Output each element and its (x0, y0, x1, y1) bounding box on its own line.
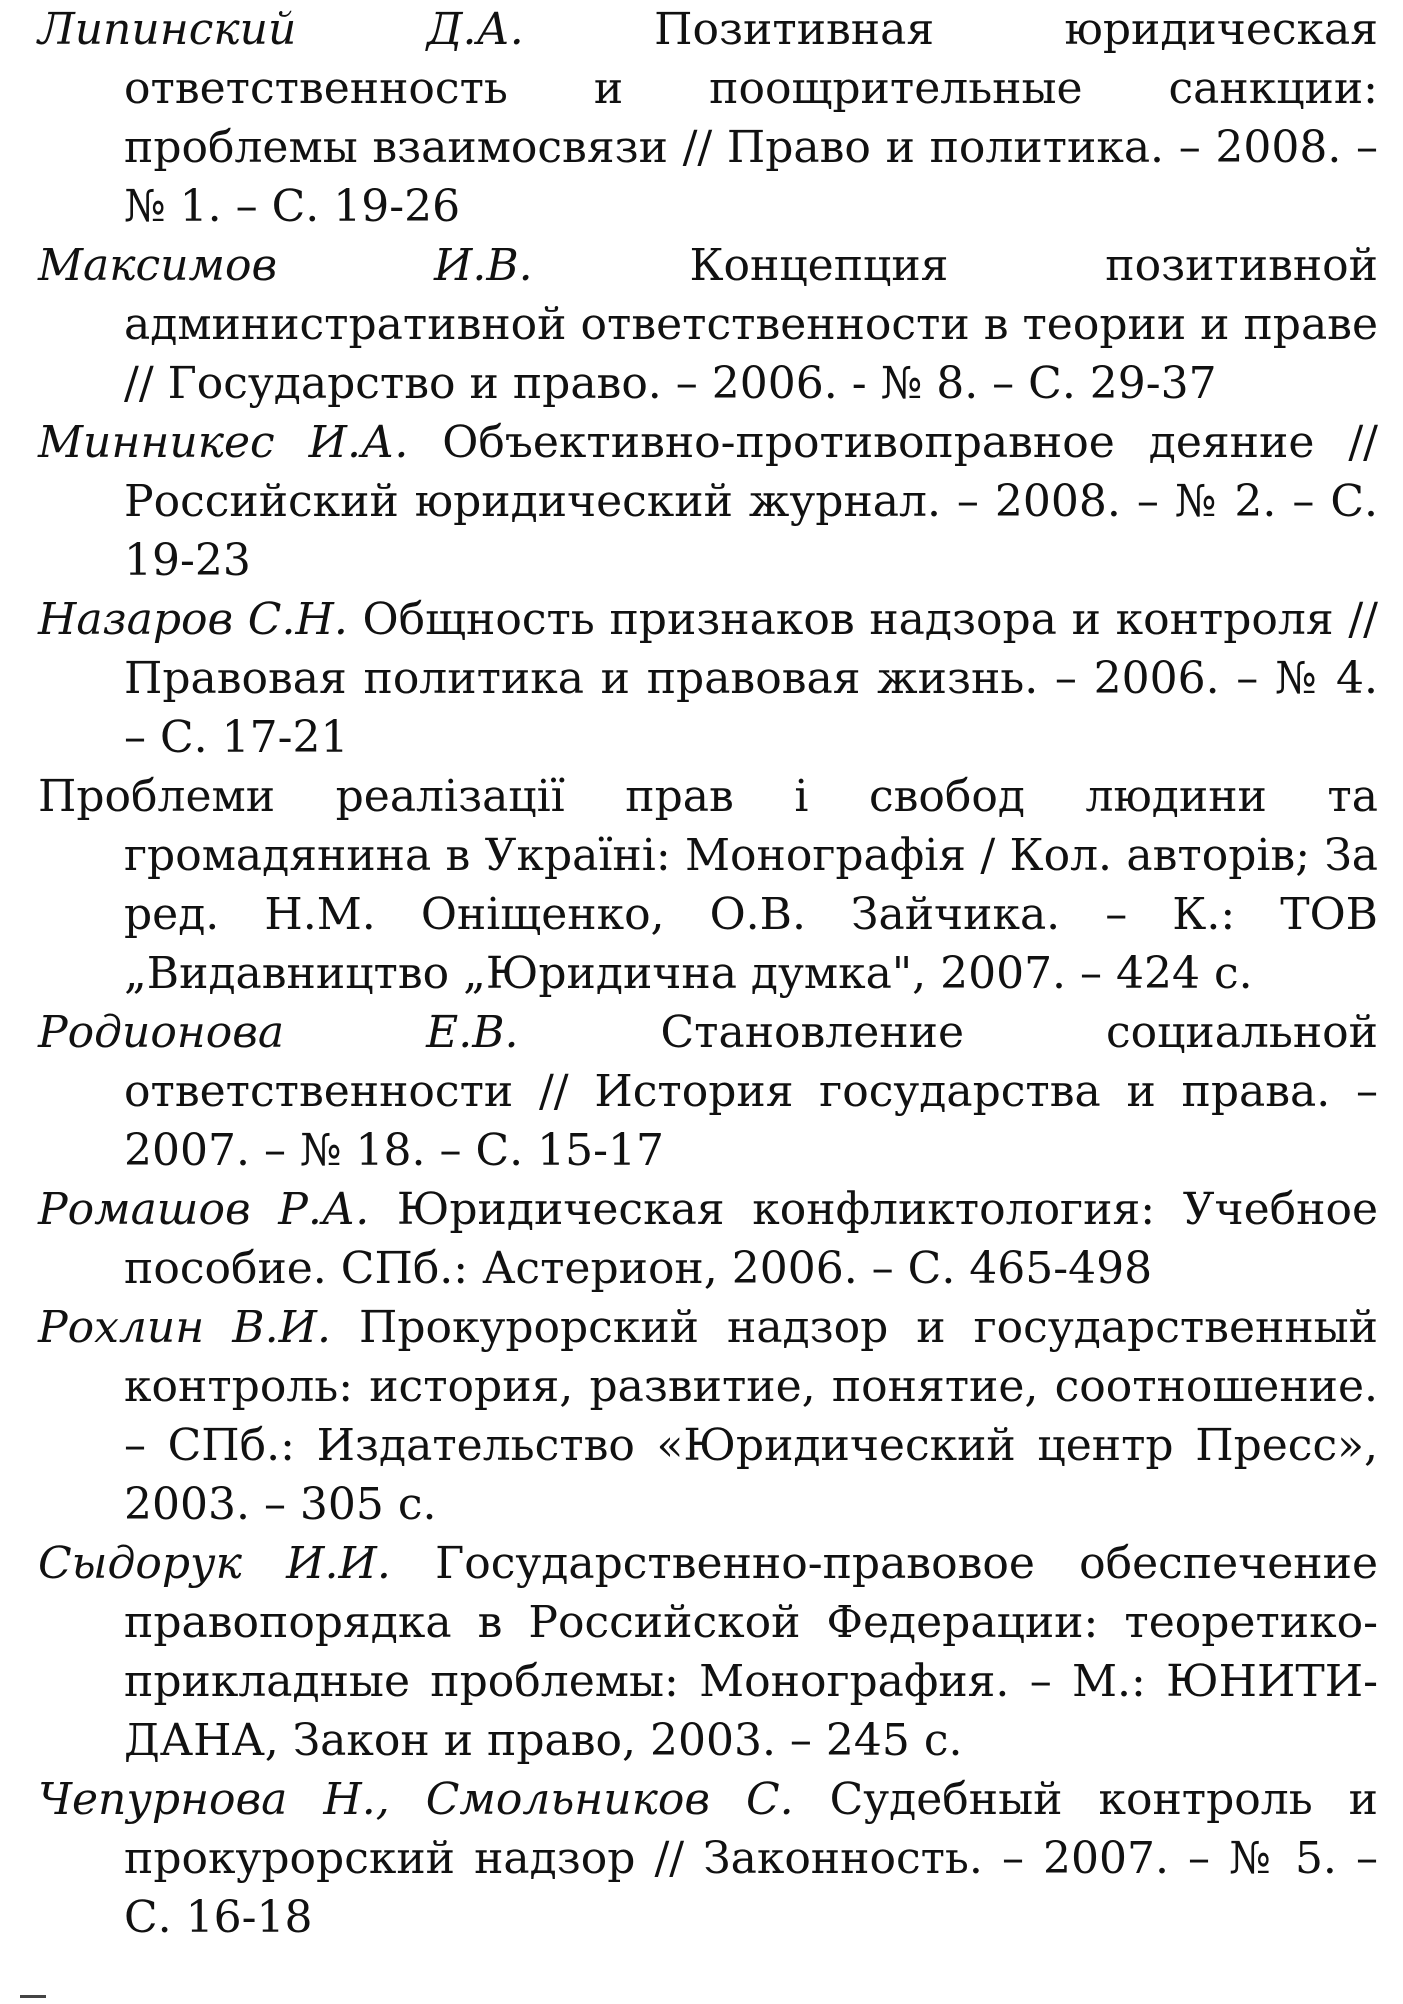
bibliography-entry (38, 1534, 1378, 1770)
bibliography-entry (38, 1770, 1378, 1947)
entry-text: Общность признаков надзора и контроля // Правовая политика и правовая жизнь. – 2006. – № 4. – С. 17-21 (124, 594, 1378, 763)
entry-author: Чепурнова Н., Смольников С. (38, 1774, 794, 1825)
entry-text: Прокурорский надзор и государственный контроль: история, развитие, понятие, соотношение. – СПб.: Издательство «Юридический центр Пресс», 2003. – 305 с. (124, 1302, 1378, 1530)
bibliography-entry (38, 1180, 1378, 1298)
bibliography-list (38, 0, 1378, 1947)
bibliography-entry (38, 767, 1378, 1003)
entry-author: Назаров С.Н. (38, 594, 348, 645)
entry-author: Родионова Е.В. (38, 1007, 519, 1058)
entry-author: Рохлин В.И. (38, 1302, 331, 1353)
entry-text: Становление социальной ответственности // История государства и права. – 2007. – № 18. – С. 15-17 (124, 1007, 1378, 1176)
entry-text: Судебный контроль и прокурорский надзор // Законность. – 2007. – № 5. – С. 16-18 (124, 1774, 1378, 1943)
page-edge-mark (20, 1995, 46, 2004)
entry-author: Сыдорук И.И. (38, 1538, 391, 1589)
bibliography-entry (38, 236, 1378, 413)
entry-text: Проблеми реалізації прав і свобод людини та громадянина в Україні: Монографія / Кол. авторів; За ред. Н.М. Оніщенко, О.В. Зайчика. – К.: ТОВ „Видавництво „Юридична думка", 2007. – 424 с. (38, 771, 1378, 999)
bibliography-page (38, 0, 1378, 1947)
entry-author: Максимов И.В. (38, 240, 533, 291)
entry-text: Концепция позитивной административной ответственности в теории и праве // Государство и право. – 2006. - № 8. – С. 29-37 (124, 240, 1378, 409)
entry-author: Липинский Д.А. (38, 4, 524, 55)
bibliography-entry (38, 1003, 1378, 1180)
entry-text: Объективно-противоправное деяние // Российский юридический журнал. – 2008. – № 2. – С. 19-23 (124, 417, 1378, 586)
entry-author: Ромашов Р.А. (38, 1184, 370, 1235)
entry-text: Позитивная юридическая ответственность и поощрительные санкции: проблемы взаимосвязи // Право и политика. – 2008. – № 1. – С. 19-26 (124, 4, 1378, 232)
entry-text: Государственно-правовое обеспечение правопорядка в Российской Федерации: теоретико-прикладные проблемы: Монография. – М.: ЮНИТИ-ДАНА, Закон и право, 2003. – 245 с. (124, 1538, 1378, 1766)
entry-text: Юридическая конфликтология: Учебное пособие. СПб.: Астерион, 2006. – С. 465-498 (124, 1184, 1378, 1294)
entry-author: Минникес И.А. (38, 417, 409, 468)
bibliography-entry (38, 0, 1378, 236)
bibliography-entry (38, 1298, 1378, 1534)
bibliography-entry (38, 590, 1378, 767)
bibliography-entry (38, 413, 1378, 590)
